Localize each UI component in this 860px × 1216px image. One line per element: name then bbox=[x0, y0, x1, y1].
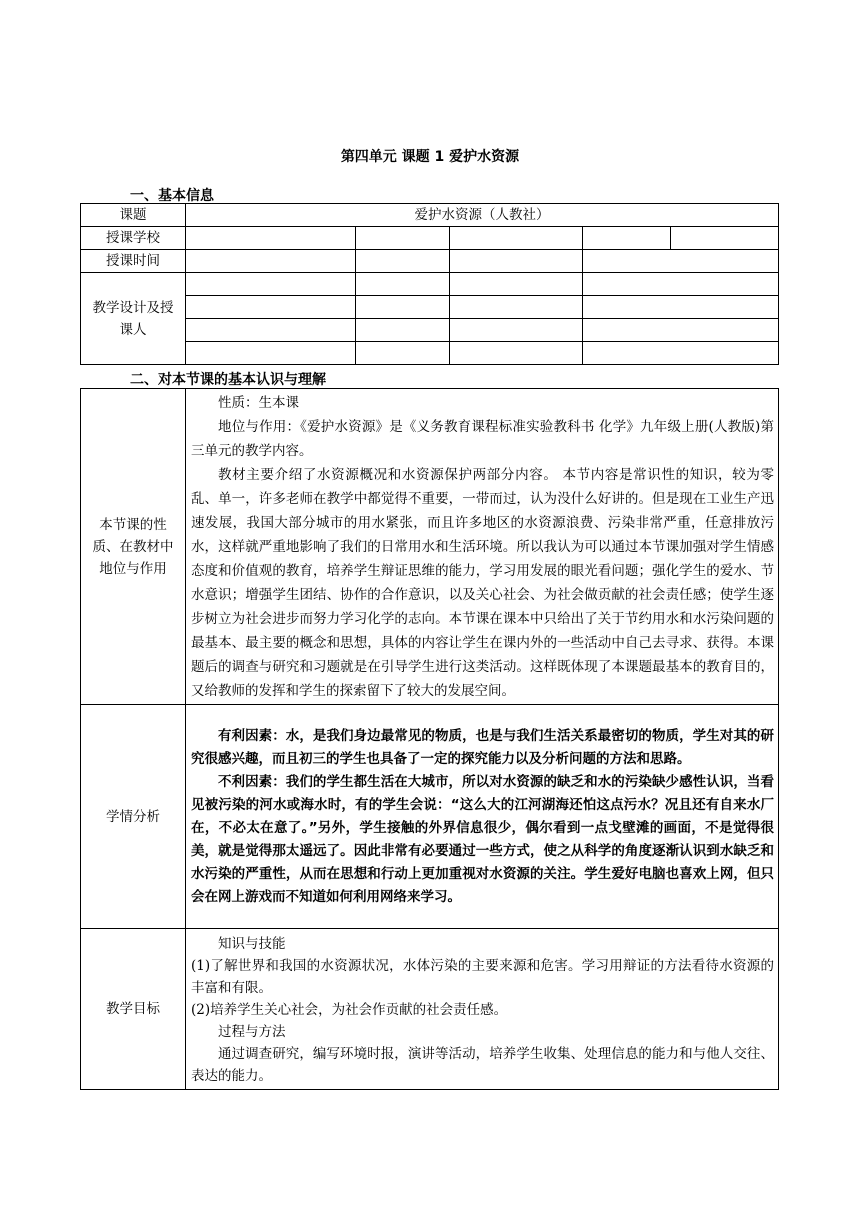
designer-cell bbox=[186, 273, 356, 296]
school-cell-4 bbox=[583, 227, 671, 250]
material-paragraph: 教材主要介绍了水资源概况和水资源保护两部分内容。 本节内容是常识性的知识，较为零乱、单一，许多老师在教学中都觉得不重要，一带而过，认为没什么好讲的。但是现在工业生产迅速发展，我国大部分城市的用水紧张，而且许多地区的水资源浪费、污染非常严重，任意排放污水，这样就严重地影响了我们的日常用水和生活环境。所以我认为可以通过本节课加强对学生情感态度和价值观的教育，培养学生辩证思维的能力，学习用发展的眼光看问题；强化学生的爱水、节水意识；增强学生团结、协作的合作意识，以及关心社会、为社会做贡献的社会责任感；使学生逐步树立为社会进步而努力学习化学的志向。本节课在课本中只给出了关于节约用水和水污染问题的最基本、最主要的概念和思想，具体的内容让学生在课内外的一些活动中自己去寻求、获得。本课题后的调查与研究和习题就是在引导学生进行这类活动。这样既体现了本课题最基本的教育目的，又给教师的发挥和学生的探索留下了较大的发展空间。 bbox=[191, 467, 774, 699]
goal-item: 通过调查研究，编写环境时报，演讲等活动，培养学生收集、处理信息的能力和与他人交往、表达的能力。 bbox=[191, 1045, 774, 1084]
students-content bbox=[186, 705, 779, 929]
page-title: 第四单元 课题 1 爱护水资源 bbox=[340, 149, 520, 165]
designer-cell bbox=[356, 319, 450, 342]
designer-cell bbox=[186, 342, 356, 365]
disadvantages-paragraph: 不利因素：我们的学生都生活在大城市，所以对水资源的缺乏和水的污染缺少感性认识，当看见被污染的河水或海水时，有的学生会说：“这么大的江河湖海还怕这点污水？况且还有自来水厂在，不必太在意了。”另外，学生接触的外界信息很少，偶尔看到一点戈壁滩的画面，不是觉得很美，就是觉得那太遥远了。因此非常有必要通过一些方式，使之从科学的角度逐渐认识到水缺乏和水污染的严重性，从而在思想和行动上更加重视对水资源的关注。学生爱好电脑也喜欢上网，但只会在网上游戏而不知道如何利用网络来学习。 bbox=[191, 774, 774, 905]
position-label: 本节课的性质、在教材中地位与作用 bbox=[81, 389, 186, 705]
topic-value: 爱护水资源（人教社） bbox=[186, 204, 779, 227]
designer-cell bbox=[583, 319, 779, 342]
designer-cell bbox=[450, 273, 583, 296]
basic-info-table bbox=[80, 203, 779, 365]
time-label: 授课时间 bbox=[81, 250, 186, 273]
school-label: 授课学校 bbox=[81, 227, 186, 250]
designer-cell bbox=[356, 342, 450, 365]
school-cell-2 bbox=[356, 227, 450, 250]
time-cell-4 bbox=[583, 250, 779, 273]
goals-heading-knowledge: 知识与技能 bbox=[218, 935, 286, 952]
school-cell-3 bbox=[450, 227, 583, 250]
designer-cell bbox=[450, 319, 583, 342]
topic-label: 课题 bbox=[81, 204, 186, 227]
goals-content bbox=[186, 929, 779, 1090]
role-paragraph: 地位与作用：《爱护水资源》是《义务教育课程标准实验教科书 化学》九年级上册(人教版)第三单元的教学内容。 bbox=[191, 419, 774, 459]
time-cell-3 bbox=[450, 250, 583, 273]
nature-paragraph: 性质：生本课 bbox=[218, 395, 299, 411]
goals-heading-process: 过程与方法 bbox=[218, 1023, 286, 1040]
designer-cell bbox=[450, 342, 583, 365]
school-cell-5 bbox=[671, 227, 779, 250]
section-heading-understanding: 二、对本节课的基本认识与理解 bbox=[130, 372, 326, 388]
designer-label: 教学设计及授课人 bbox=[81, 273, 186, 365]
school-cell-1 bbox=[186, 227, 356, 250]
time-cell-2 bbox=[356, 250, 450, 273]
designer-cell bbox=[186, 296, 356, 319]
designer-cell bbox=[356, 296, 450, 319]
time-cell-1 bbox=[186, 250, 356, 273]
students-label: 学情分析 bbox=[81, 705, 186, 929]
designer-cell bbox=[450, 296, 583, 319]
section-heading-basic-info: 一、基本信息 bbox=[130, 188, 214, 204]
designer-cell bbox=[583, 296, 779, 319]
position-content bbox=[186, 389, 779, 705]
advantages-paragraph: 有利因素：水，是我们身边最常见的物质，也是与我们生活关系最密切的物质，学生对其的研究很感兴趣，而且初三的学生也具备了一定的探究能力以及分析问题的方法和思路。 bbox=[191, 728, 774, 767]
designer-cell bbox=[186, 319, 356, 342]
goal-item: (2)培养学生关心社会，为社会作贡献的社会责任感。 bbox=[191, 1001, 508, 1018]
designer-cell bbox=[583, 273, 779, 296]
designer-cell bbox=[356, 273, 450, 296]
goals-label: 教学目标 bbox=[81, 929, 186, 1090]
understanding-table bbox=[80, 388, 779, 1090]
designer-cell bbox=[583, 342, 779, 365]
goal-item: (1)了解世界和我国的水资源状况，水体污染的主要来源和危害。学习用辩证的方法看待水资源的丰富和有限。 bbox=[191, 957, 774, 996]
